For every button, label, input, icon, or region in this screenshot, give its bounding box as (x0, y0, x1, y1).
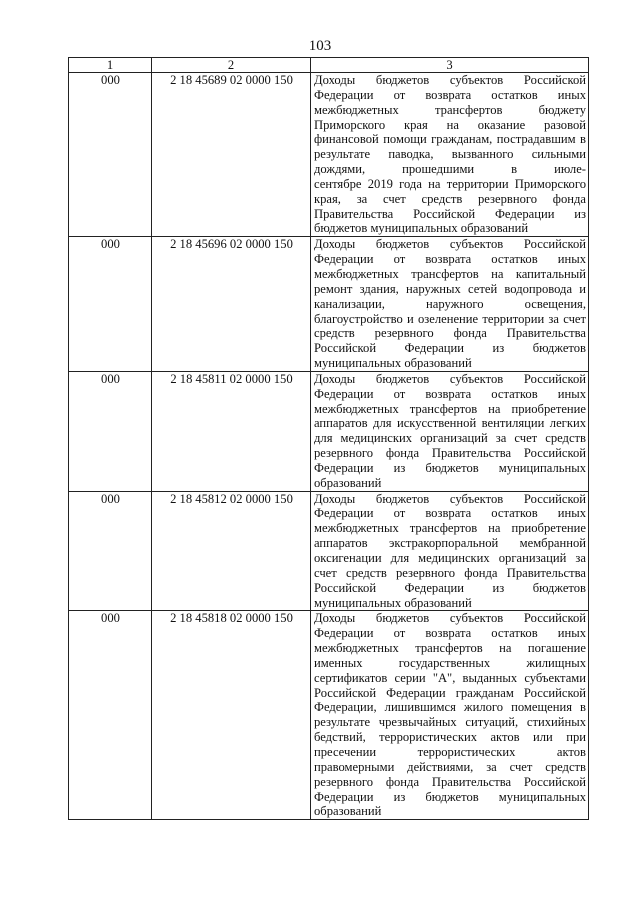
revenue-description-cell (311, 491, 589, 611)
description-line: результате паводка, вызванного сильными (314, 147, 586, 162)
description-line: правомерными действиями, за счет средств (314, 759, 586, 774)
description-line: пресечении террористических актов (314, 744, 586, 759)
admin-code-cell: 000 (69, 237, 152, 372)
header-cell-3: 3 (311, 58, 589, 73)
description-line: Российской Федерации гражданам Российской (314, 685, 586, 700)
budget-classification-code-cell: 2 18 45696 02 0000 150 (152, 237, 311, 372)
description-line: счет средств резервного фонда Правительства (314, 565, 586, 580)
budget-codes-table (68, 57, 589, 820)
admin-code-cell: 000 (69, 73, 152, 237)
description-line: Российской Федерации из бюджетов (314, 580, 586, 595)
description-line: дождями, прошедшими в июле- (314, 162, 586, 177)
description-line: Федерации от возврата остатков иных (314, 87, 586, 102)
description-line: Доходы бюджетов субъектов Российской (314, 611, 586, 626)
budget-classification-code-cell: 2 18 45689 02 0000 150 (152, 73, 311, 237)
description-line: ремонт здания, наружных сетей водопровода и (314, 281, 586, 296)
description-line: образований (314, 475, 382, 490)
description-line: финансовой помощи гражданам, пострадавшим в (314, 132, 586, 147)
description-line: межбюджетных трансфертов на погашение (314, 641, 586, 656)
description-line: Федерации от возврата остатков иных (314, 252, 586, 267)
description-line: сертификатов серии "А", выданных субъектами (314, 670, 586, 685)
description-line: результате чрезвычайных ситуаций, стихийных (314, 715, 586, 730)
description-line: Правительства Российской Федерации из (314, 206, 586, 221)
description-line: межбюджетных трансфертов на капитальный (314, 266, 586, 281)
description-line: канализации, наружного освещения, (314, 296, 586, 311)
description-line: бедствий, террористических актов или при (314, 730, 586, 745)
description-line: Федерации из бюджетов муниципальных (314, 789, 586, 804)
description-line: Приморского края на оказание разовой (314, 117, 586, 132)
table-row (69, 491, 589, 611)
description-line: межбюджетных трансфертов бюджету (314, 102, 586, 117)
description-line: аппаратов для искусственной вентиляции легких (314, 416, 586, 431)
description-line: аппаратов экстракорпоральной мембранной (314, 536, 586, 551)
description-line: благоустройство и озеленение территории за счет (314, 311, 586, 326)
admin-code-cell: 000 (69, 491, 152, 611)
budget-classification-code-cell: 2 18 45818 02 0000 150 (152, 611, 311, 820)
description-line: Федерации из бюджетов муниципальных (314, 460, 586, 475)
description-line: образований (314, 804, 382, 819)
revenue-description-cell (311, 611, 589, 820)
description-line: межбюджетных трансфертов на приобретение (314, 401, 586, 416)
description-line: бюджетов муниципальных образований (314, 221, 529, 236)
description-line: оксигенации для медицинских организаций за (314, 551, 586, 565)
header-cell-2: 2 (152, 58, 311, 73)
description-line: Федерации от возврата остатков иных (314, 506, 586, 521)
description-line: Федерации от возврата остатков иных (314, 386, 586, 401)
description-line: Доходы бюджетов субъектов Российской (314, 73, 586, 87)
table-row (69, 611, 589, 820)
header-cell-1: 1 (69, 58, 152, 73)
description-line: именных государственных жилищных (314, 655, 586, 670)
page-number: 103 (308, 38, 332, 54)
description-line: края, за счет средств резервного фонда (314, 191, 586, 206)
description-line: резервного фонда Правительства Российской (314, 774, 586, 789)
table-row (69, 371, 589, 491)
description-line: средств резервного фонда Правительства (314, 326, 586, 341)
description-line: для медицинских организаций за счет средств (314, 431, 586, 446)
description-line: Доходы бюджетов субъектов Российской (314, 491, 586, 506)
description-line: межбюджетных трансфертов на приобретение (314, 521, 586, 536)
description-line: Доходы бюджетов субъектов Российской (314, 371, 586, 386)
description-line: Федерации, лишившимся жилого помещения в (314, 700, 586, 715)
description-line: сентябре 2019 года на территории Приморского (314, 176, 586, 191)
description-line: Доходы бюджетов субъектов Российской (314, 237, 586, 252)
description-line: муниципальных образований (314, 595, 472, 610)
description-line: муниципальных образований (314, 356, 472, 371)
admin-code-cell: 000 (69, 371, 152, 491)
description-line: Федерации от возврата остатков иных (314, 626, 586, 641)
revenue-description-cell (311, 237, 589, 372)
revenue-description-cell (311, 73, 589, 237)
description-line: резервного фонда Правительства Российской (314, 446, 586, 461)
revenue-description-cell (311, 371, 589, 491)
table-row (69, 237, 589, 372)
table-header-row (69, 58, 589, 73)
admin-code-cell: 000 (69, 611, 152, 820)
budget-classification-code-cell: 2 18 45812 02 0000 150 (152, 491, 311, 611)
table-row (69, 73, 589, 237)
budget-classification-code-cell: 2 18 45811 02 0000 150 (152, 371, 311, 491)
description-line: Российской Федерации из бюджетов (314, 341, 586, 356)
